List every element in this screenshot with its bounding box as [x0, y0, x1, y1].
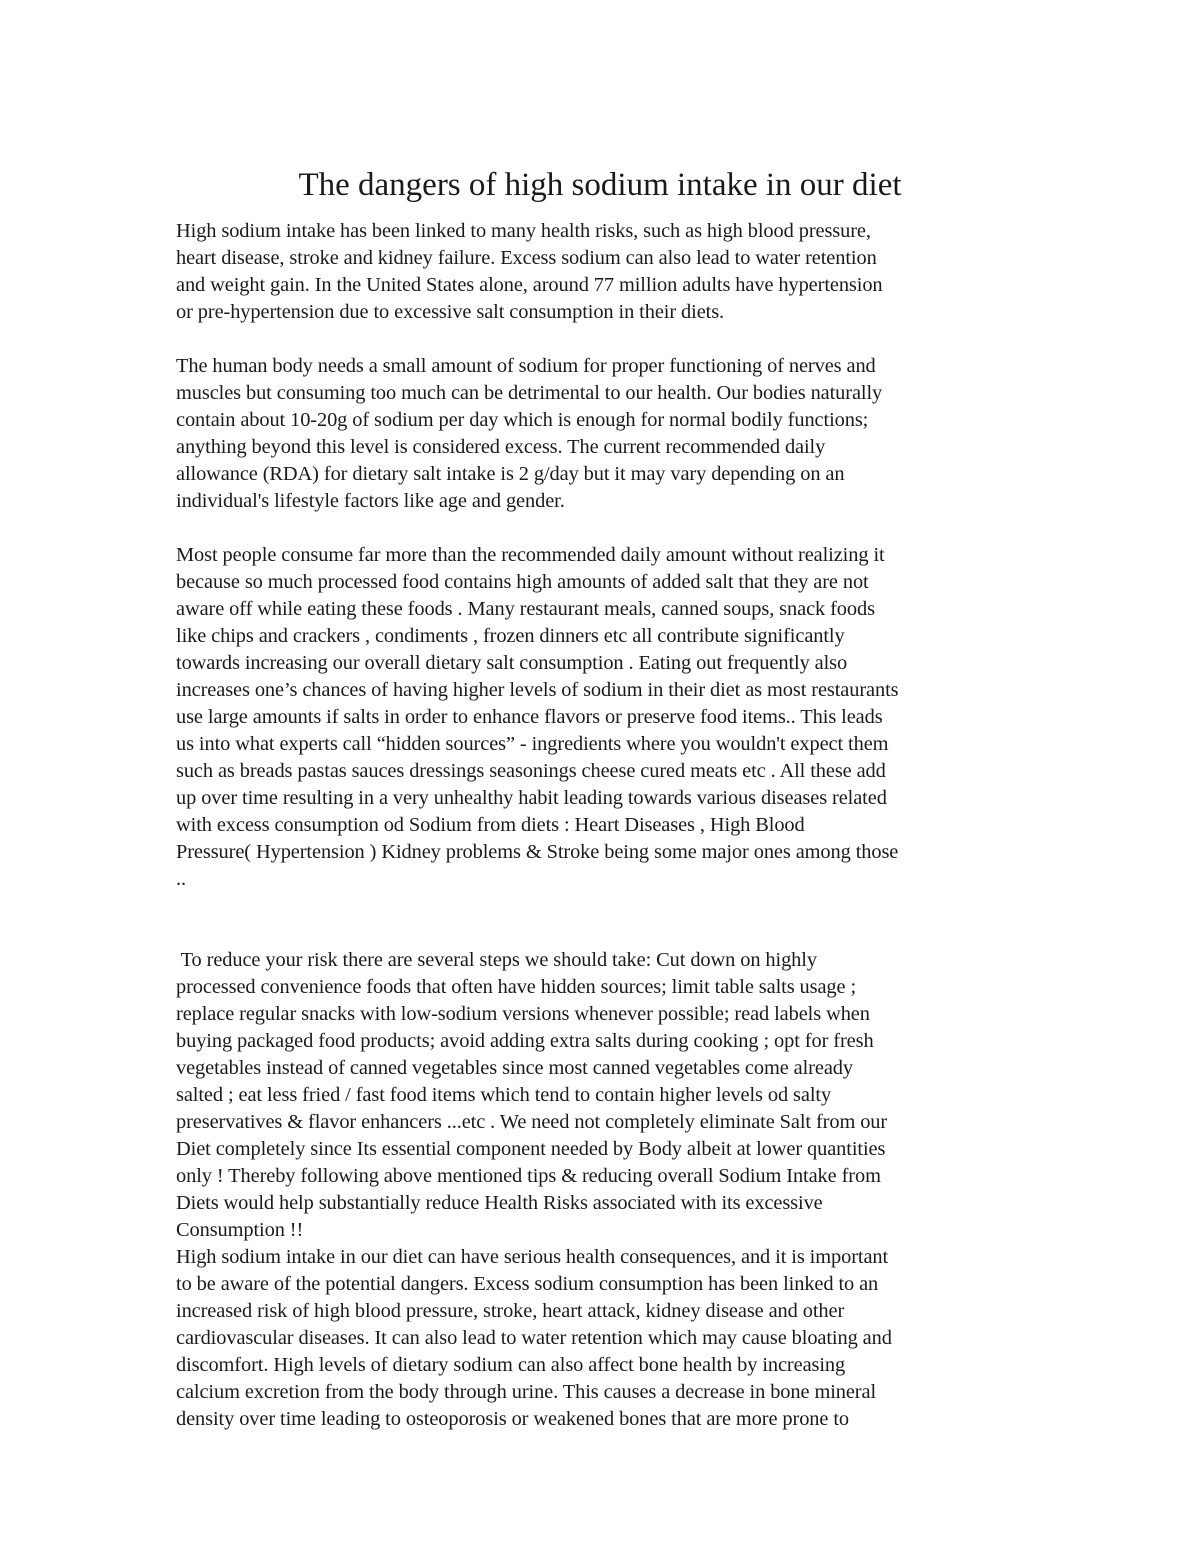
text-line: High sodium intake has been linked to many health risks, such as high blood pressure,	[176, 220, 871, 242]
text-line: increases one’s chances of having higher levels of sodium in their diet as most restaurants	[176, 679, 899, 701]
text-line: up over time resulting in a very unhealthy habit leading towards various diseases related	[176, 787, 887, 809]
text-line: buying packaged food products; avoid adding extra salts during cooking ; opt for fresh	[176, 1030, 874, 1052]
text-line: use large amounts if salts in order to enhance flavors or preserve food items.. This leads	[176, 706, 883, 728]
document-body	[176, 218, 1036, 1433]
text-line: Consumption !!	[176, 1219, 304, 1241]
text-line: heart disease, stroke and kidney failure. Excess sodium can also lead to water retention	[176, 247, 877, 269]
text-line: contain about 10-20g of sodium per day which is enough for normal bodily functions;	[176, 409, 869, 431]
text-line: because so much processed food contains high amounts of added salt that they are not	[176, 571, 869, 593]
text-line: or pre-hypertension due to excessive salt consumption in their diets.	[176, 301, 725, 323]
text-line: individual's lifestyle factors like age and gender.	[176, 490, 565, 512]
text-line: ..	[176, 868, 186, 890]
text-line: and weight gain. In the United States alone, around 77 million adults have hypertension	[176, 274, 883, 296]
paragraph-spacer	[176, 326, 1036, 353]
text-line: Diets would help substantially reduce Health Risks associated with its excessive	[176, 1192, 823, 1214]
text-line: such as breads pastas sauces dressings seasonings cheese cured meats etc . All these add	[176, 760, 886, 782]
text-line: vegetables instead of canned vegetables since most canned vegetables come already	[176, 1057, 853, 1079]
paragraph-spacer	[176, 515, 1036, 542]
paragraph-spacer	[176, 920, 1036, 947]
text-line: like chips and crackers , condiments , frozen dinners etc all contribute significantly	[176, 625, 845, 647]
paragraph-1	[176, 218, 1036, 326]
text-line: anything beyond this level is considered excess. The current recommended daily	[176, 436, 826, 458]
text-line: aware off while eating these foods . Many restaurant meals, canned soups, snack foods	[176, 598, 875, 620]
paragraph-2	[176, 353, 1036, 515]
paragraph-spacer	[176, 893, 1036, 920]
text-line: To reduce your risk there are several steps we should take: Cut down on highly	[176, 949, 817, 971]
paragraph-3	[176, 542, 1036, 893]
text-line: us into what experts call “hidden sources” - ingredients where you wouldn't expect them	[176, 733, 889, 755]
text-line: Most people consume far more than the recommended daily amount without realizing it	[176, 544, 885, 566]
text-line: only ! Thereby following above mentioned tips & reducing overall Sodium Intake from	[176, 1165, 881, 1187]
text-line: processed convenience foods that often have hidden sources; limit table salts usage ;	[176, 976, 857, 998]
text-line: calcium excretion from the body through urine. This causes a decrease in bone mineral	[176, 1381, 877, 1403]
paragraph-4	[176, 947, 1036, 1433]
text-line: with excess consumption od Sodium from diets : Heart Diseases , High Blood	[176, 814, 805, 836]
text-line: to be aware of the potential dangers. Excess sodium consumption has been linked to an	[176, 1273, 879, 1295]
text-line: discomfort. High levels of dietary sodium can also affect bone health by increasing	[176, 1354, 846, 1376]
text-line: allowance (RDA) for dietary salt intake is 2 g/day but it may vary depending on an	[176, 463, 845, 485]
text-line: salted ; eat less fried / fast food items which tend to contain higher levels od salty	[176, 1084, 832, 1106]
text-line: preservatives & flavor enhancers ...etc . We need not completely eliminate Salt from our	[176, 1111, 888, 1133]
document-title: The dangers of high sodium intake in our diet	[298, 167, 902, 203]
text-line: density over time leading to osteoporosis or weakened bones that are more prone to	[176, 1408, 849, 1430]
text-line: Diet completely since Its essential component needed by Body albeit at lower quantities	[176, 1138, 886, 1160]
text-line: The human body needs a small amount of sodium for proper functioning of nerves and	[176, 355, 876, 377]
text-line: increased risk of high blood pressure, stroke, heart attack, kidney disease and other	[176, 1300, 845, 1322]
text-line: muscles but consuming too much can be detrimental to our health. Our bodies naturally	[176, 382, 883, 404]
text-line: cardiovascular diseases. It can also lead to water retention which may cause bloating and	[176, 1327, 892, 1349]
text-line: replace regular snacks with low-sodium versions whenever possible; read labels when	[176, 1003, 870, 1025]
text-line: High sodium intake in our diet can have serious health consequences, and it is important	[176, 1246, 889, 1268]
text-line: Pressure( Hypertension ) Kidney problems & Stroke being some major ones among those	[176, 841, 899, 863]
text-line: towards increasing our overall dietary salt consumption . Eating out frequently also	[176, 652, 848, 674]
